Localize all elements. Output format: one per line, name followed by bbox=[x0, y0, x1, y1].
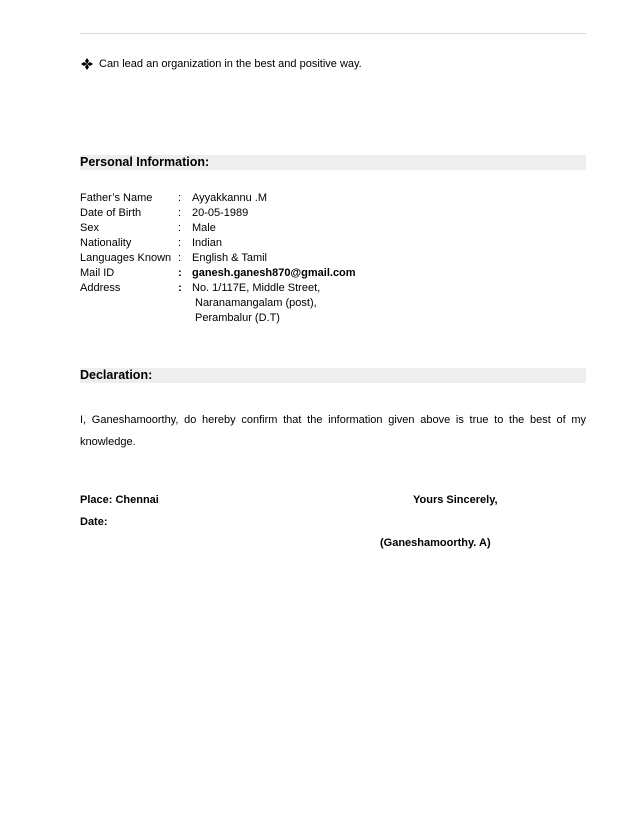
info-colon: : bbox=[178, 207, 182, 219]
salutation-line: Yours Sincerely, bbox=[413, 494, 498, 506]
info-label: Mail ID bbox=[80, 267, 115, 279]
info-label: Nationality bbox=[80, 237, 132, 249]
info-colon: : bbox=[178, 192, 182, 204]
signature-line: (Ganeshamoorthy. A) bbox=[380, 537, 491, 549]
info-colon: : bbox=[178, 222, 182, 234]
info-colon: : bbox=[178, 252, 182, 264]
info-colon: : bbox=[178, 237, 182, 249]
diamond-bullet-icon bbox=[80, 58, 94, 70]
info-label: Sex bbox=[80, 222, 99, 234]
info-value: No. 1/117E, Middle Street, bbox=[192, 282, 321, 294]
bullet-text: Can lead an organization in the best and positive way. bbox=[99, 58, 362, 70]
address-line: Perambalur (D.T) bbox=[195, 312, 280, 324]
info-value: English & Tamil bbox=[192, 252, 267, 264]
address-line: Naranamangalam (post), bbox=[195, 297, 317, 309]
info-label: Languages Known bbox=[80, 252, 172, 264]
info-label: Address bbox=[80, 282, 121, 294]
personal-information-heading: Personal Information: bbox=[80, 155, 210, 169]
place-line: Place: Chennai bbox=[80, 494, 159, 506]
date-line: Date: bbox=[80, 516, 108, 528]
info-value: Ayyakkannu .M bbox=[192, 192, 268, 204]
section-heading-background bbox=[80, 368, 586, 383]
declaration-heading: Declaration: bbox=[80, 368, 153, 382]
info-value: 20-05-1989 bbox=[192, 207, 249, 219]
info-value: Indian bbox=[192, 237, 222, 249]
info-value: Male bbox=[192, 222, 216, 234]
top-divider bbox=[80, 33, 586, 34]
info-label: Father’s Name bbox=[80, 192, 153, 204]
info-colon: : bbox=[178, 267, 182, 279]
info-label: Date of Birth bbox=[80, 207, 142, 219]
declaration-paragraph: I, Ganeshamoorthy, do hereby confirm that the information given above is true to the best of my knowledge. bbox=[80, 414, 586, 448]
info-colon: : bbox=[178, 282, 182, 294]
bullet-item bbox=[80, 58, 362, 70]
email-value: ganesh.ganesh870@gmail.com bbox=[192, 267, 356, 279]
